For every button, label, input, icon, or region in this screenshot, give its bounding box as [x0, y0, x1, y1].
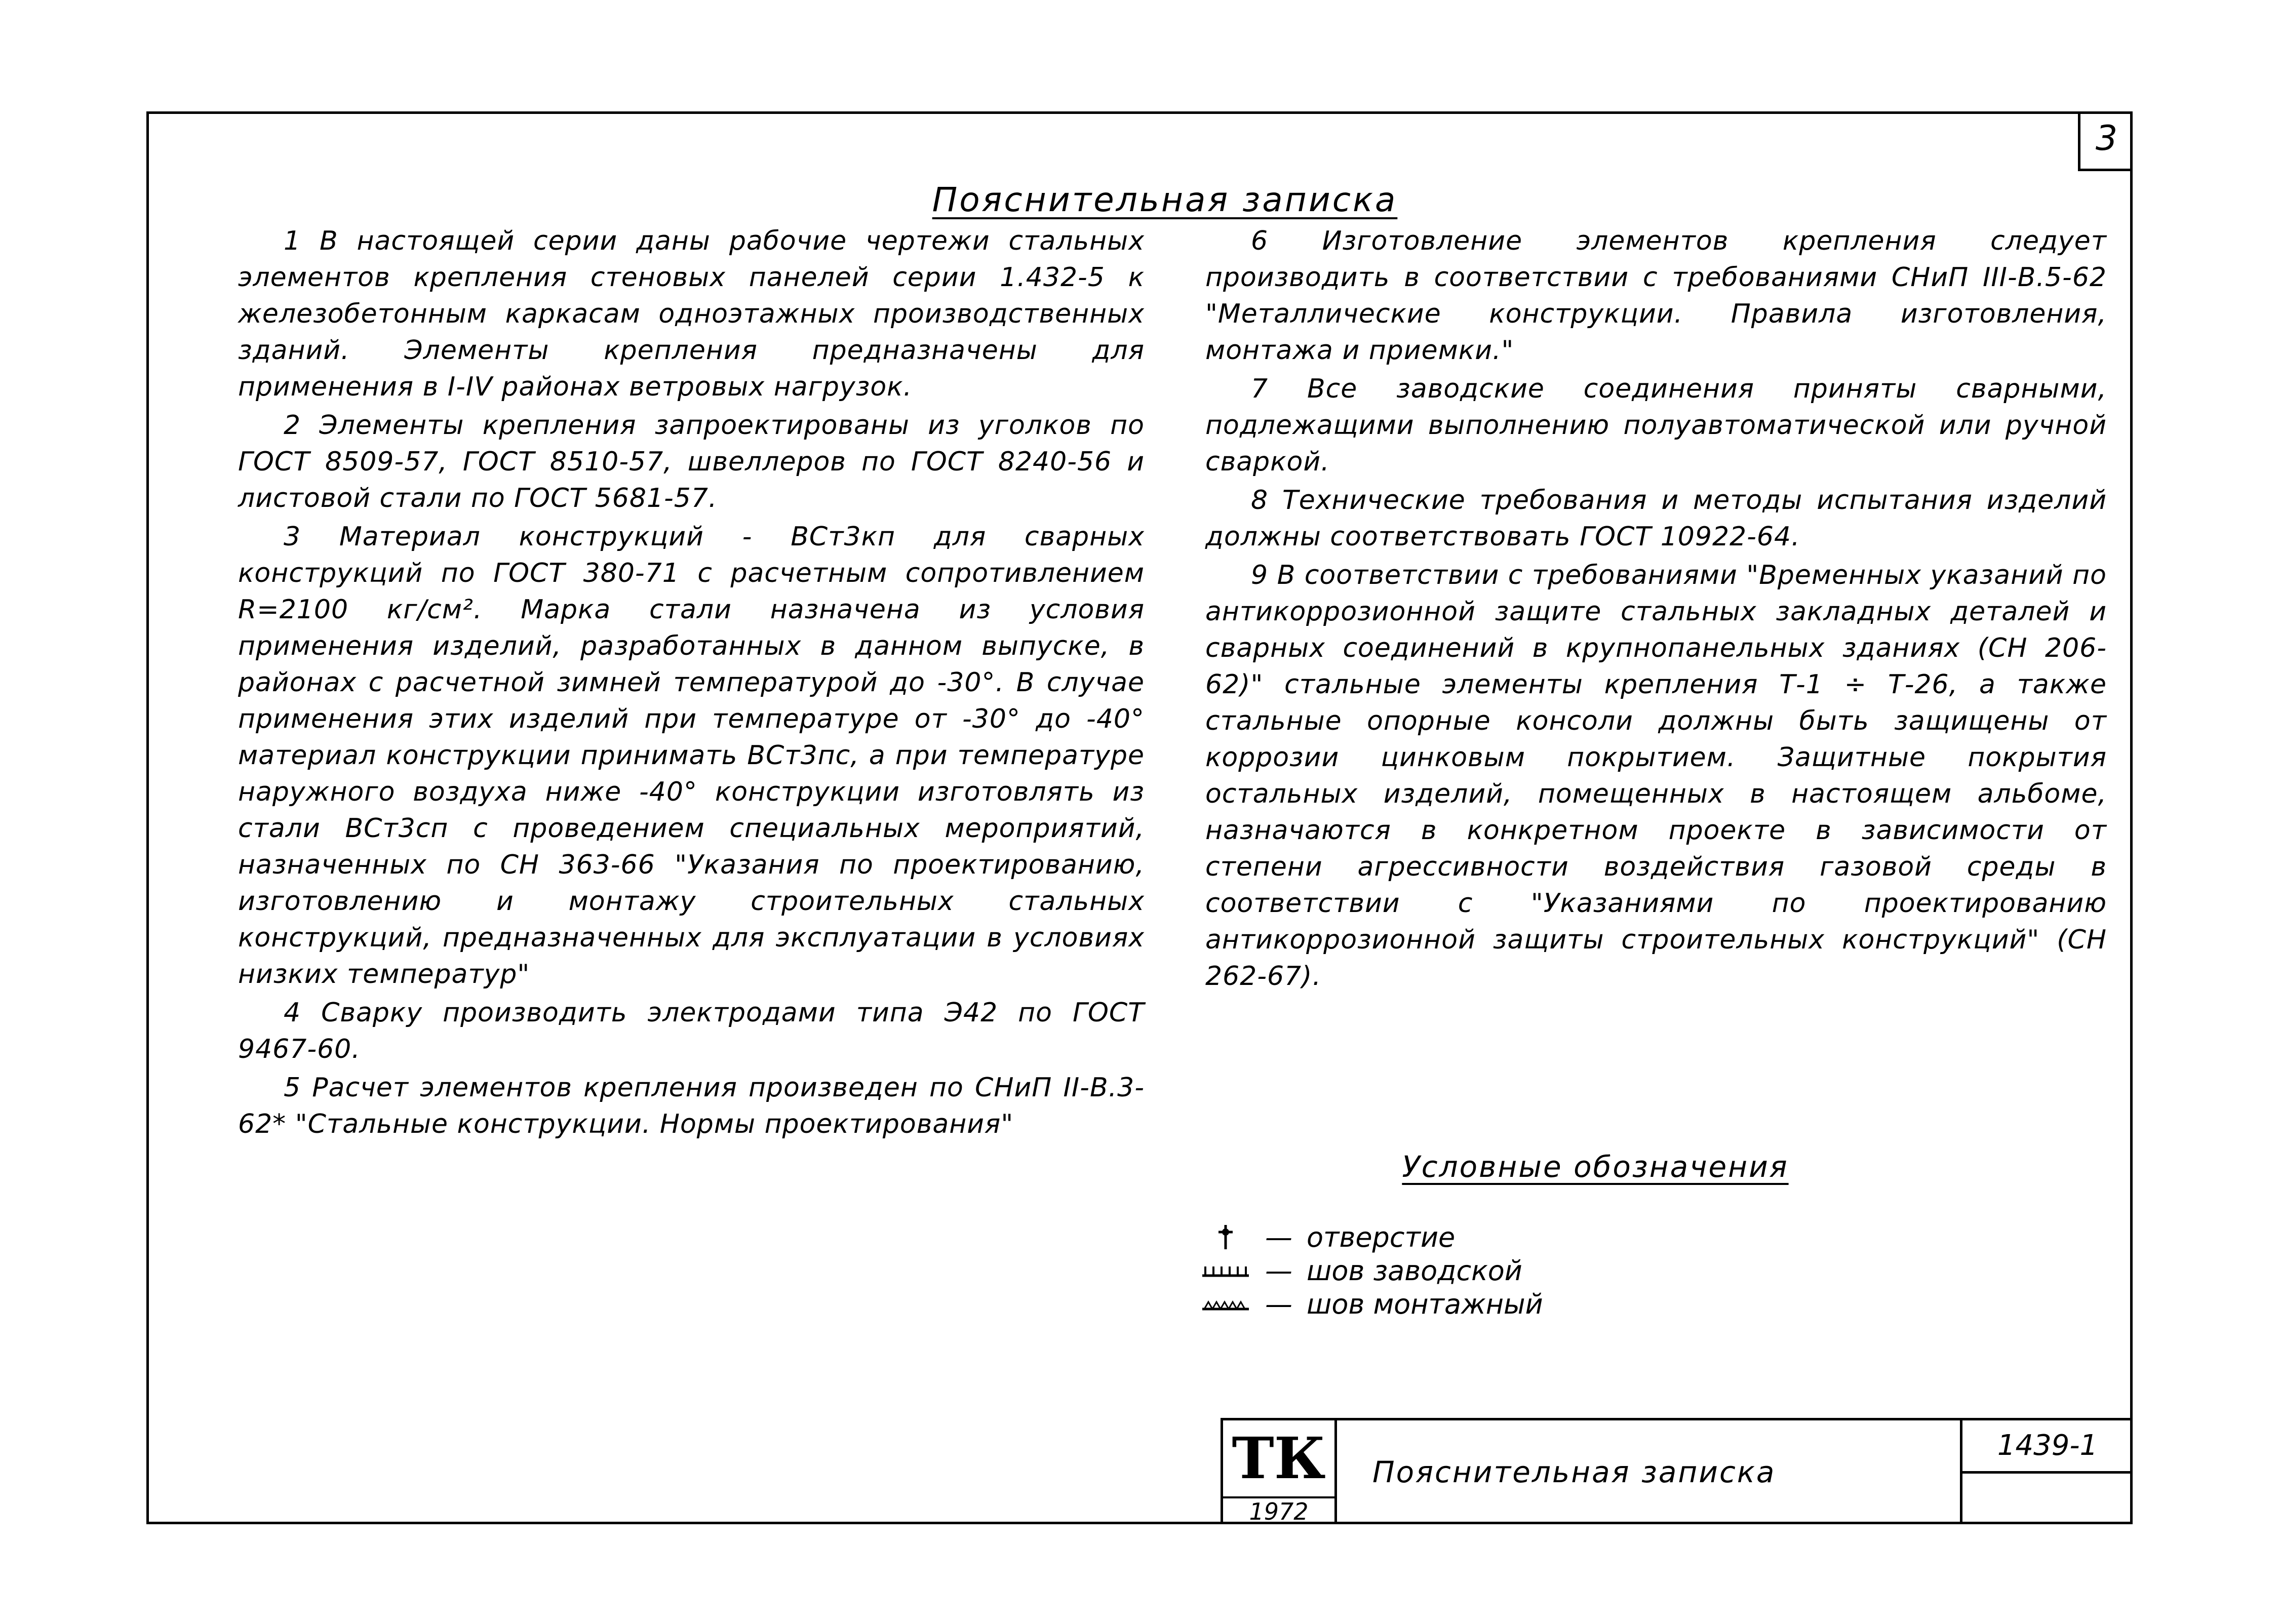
paragraph-7: 7 Все заводские соединения приняты сварными, подлежащими выполнению полуавтоматической или ручной сваркой. — [1205, 374, 2107, 477]
paragraph-4: 4 Сварку производить электродами типа Э42 по ГОСТ 9467-60. — [238, 998, 1145, 1064]
paragraph-1: 1 В настоящей серии даны рабочие чертежи стальных элементов крепления стеновых панелей серии 1.432-5 к железобетонным каркасам одноэтажных производственных зданий. Элементы крепления предназначены для применения в I-IV районах ветровых нагрузок. — [238, 226, 1145, 402]
factory-weld-icon — [1200, 1255, 1251, 1286]
hole-icon — [1200, 1222, 1251, 1252]
paragraph-6: 6 Изготовление элементов крепления следует производить в соответствии с требованиями СНиП III-В.5-62 "Металлические конструкции. Правила изготовления, монтажа и приемки." — [1205, 226, 2107, 366]
legend-dash: — — [1265, 1221, 1292, 1253]
page-title-text: Пояснительная записка — [932, 180, 1398, 219]
series-year: 1972 — [1223, 1496, 1334, 1526]
paragraph-2: 2 Элементы крепления запроектированы из уголков по ГОСТ 8509-57, ГОСТ 8510-57, швеллеров по ГОСТ 8240-56 и листовой стали по ГОСТ 5681-57. — [238, 410, 1145, 513]
legend-label: отверстие — [1307, 1221, 1456, 1253]
legend-dash: — — [1265, 1254, 1292, 1287]
field-weld-icon — [1200, 1289, 1251, 1319]
title-block — [1221, 1418, 2133, 1524]
legend-item-field-weld — [1200, 1287, 1543, 1321]
legend — [1200, 1220, 1543, 1321]
title-block-title: Пояснительная записка — [1337, 1420, 1962, 1524]
title-block-logo — [1223, 1420, 1337, 1524]
left-column — [238, 223, 1145, 1144]
page-title — [760, 180, 1570, 219]
legend-title — [1347, 1150, 1843, 1184]
legend-title-text: Условные обозначения — [1402, 1150, 1789, 1184]
legend-label: шов монтажный — [1307, 1288, 1543, 1320]
paragraph-3: 3 Материал конструкций - ВСт3кп для сварных конструкций по ГОСТ 380-71 с расчетным сопротивлением R=2100 кг/см². Марка стали назначена из условия применения изделий, разработанных в данном выпуске, в районах с расчетной зимней температурой до -30°. В случае применения этих изделий при температуре от -30° до -40° материал конструкции принимать ВСт3пс, а при температуре наружного воздуха ниже -40° конструкции изготовлять из стали ВСт3сп с проведением специальных мероприятий, назначенных по СН 363-66 "Указания по проектированию, изготовлению и монтажу строительных стальных конструкций, предназначенных для эксплуатации в условиях низких температур" — [238, 522, 1145, 989]
legend-item-hole — [1200, 1220, 1543, 1254]
series-letters: ТК — [1232, 1425, 1326, 1492]
paragraph-5: 5 Расчет элементов крепления произведен по СНиП II-В.3-62* "Стальные конструкции. Нормы проектирования" — [238, 1073, 1145, 1139]
paragraph-9: 9 В соответствии с требованиями "Временных указаний по антикоррозионной защите стальных закладных деталей и сварных соединений в крупнопанельных зданиях (СН 206-62)" стальные элементы крепления Т-1 ÷ Т-26, а также стальные опорные консоли должны быть защищены от коррозии цинковым покрытием. Защитные покрытия остальных изделий, помещенных в настоящем альбоме, назначаются в конкретном проекте в зависимости от степени агрессивности воздействия газовой среды в соответствии с "Указаниями по проектированию антикоррозионной защиты строительных конструкций" (СН 262-67). — [1205, 560, 2107, 992]
right-column — [1205, 223, 2107, 997]
document-code: 1439-1 — [1962, 1420, 2133, 1474]
legend-label: шов заводской — [1307, 1254, 1522, 1287]
paragraph-8: 8 Технические требования и методы испытания изделий должны соответствовать ГОСТ 10922-64. — [1205, 485, 2107, 552]
legend-item-factory-weld — [1200, 1254, 1543, 1287]
legend-dash: — — [1265, 1288, 1292, 1320]
sheet-number: 3 — [2078, 111, 2133, 171]
